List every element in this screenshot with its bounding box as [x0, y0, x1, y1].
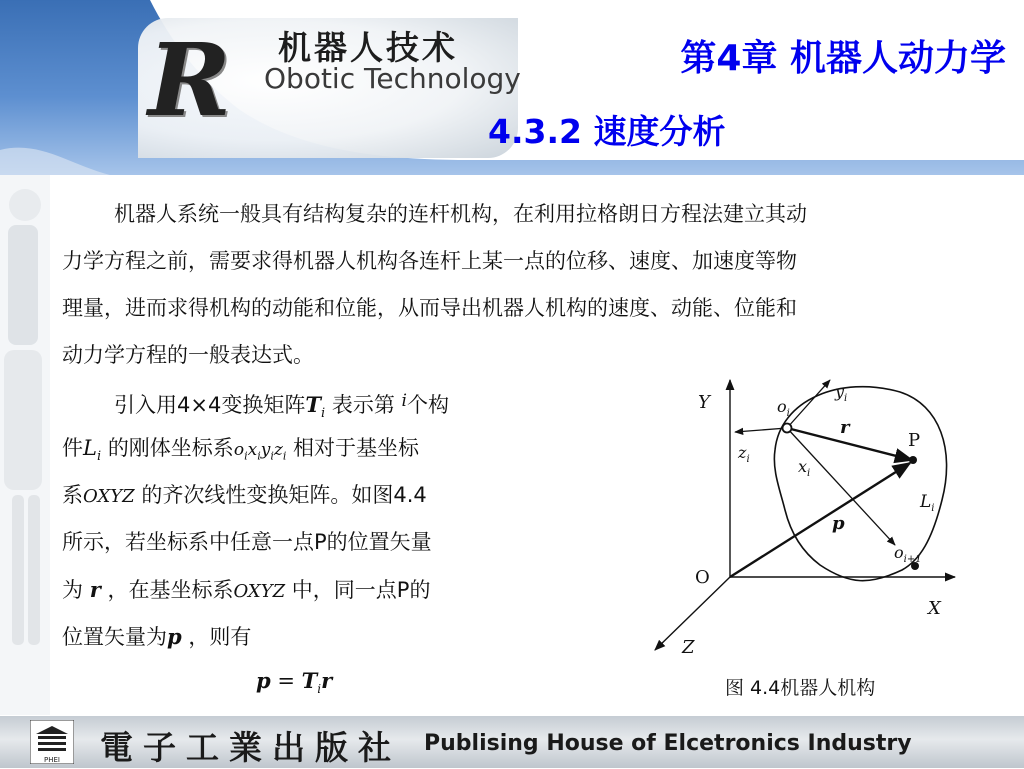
vector-r: r — [89, 577, 101, 602]
equation-rhs: r — [321, 668, 333, 693]
subscript-i: i — [244, 449, 248, 463]
text-fragment: 的齐次线性变换矩阵。如图4.4 — [141, 483, 427, 507]
label-r: r — [840, 417, 850, 438]
subscript-i: i — [257, 449, 261, 463]
label-xi — [798, 457, 810, 479]
base-frame-oxyz: OXYZ — [83, 486, 135, 507]
origin-oi-point — [783, 424, 792, 433]
equation-lhs: p — [256, 668, 271, 693]
label-zi — [737, 443, 750, 465]
slide-header — [0, 0, 1024, 175]
subscript-i: i — [270, 449, 274, 463]
label-p: p — [832, 513, 845, 534]
publisher-logo-icon — [30, 720, 74, 764]
text-fragment: 的刚体坐标系 — [107, 436, 234, 460]
label-Li-letter: L — [920, 492, 932, 512]
publisher-name-cn: 電子工業出版社 — [100, 728, 401, 767]
vector-p-arrow — [730, 463, 910, 577]
robot-mechanism-diagram — [640, 370, 960, 670]
matrix-T: T — [305, 392, 321, 417]
intro-line-3: 理量，进而求得机构的动能和位能，从而导出机器人机构的速度、动能、位能和 — [62, 296, 797, 320]
subscript-i: i — [96, 449, 102, 465]
label-oi1-sub: i+1 — [903, 554, 922, 565]
intro-paragraph — [62, 191, 974, 379]
subscript-i: i — [320, 406, 326, 422]
text-fragment: 件 — [62, 436, 83, 460]
equation-equals: = — [270, 669, 302, 693]
transform-equation — [256, 668, 332, 696]
yi-axis — [787, 380, 830, 428]
transform-line-1 — [62, 378, 532, 425]
text-fragment: ，在基坐标系 — [107, 578, 234, 602]
label-xi-letter: x — [798, 457, 808, 476]
label-oi-letter: o — [777, 397, 787, 416]
link-body-outline — [774, 387, 946, 581]
label-oi — [777, 397, 790, 419]
equation-subscript: i — [317, 682, 322, 697]
frame-oixiyizi — [233, 440, 287, 463]
transform-line-3 — [62, 472, 532, 519]
logo-title-cn: 机器人技术 — [278, 28, 458, 67]
label-oi-sub: i — [786, 408, 790, 419]
chapter-title: 第4章 机器人动力学 — [680, 38, 1006, 79]
label-oi1-letter: o — [894, 543, 904, 562]
transform-line-5 — [62, 566, 532, 613]
logo-title-en: Obotic Technology — [264, 62, 521, 95]
label-yi — [834, 382, 847, 404]
intro-line-1: 机器人系统一般具有结构复杂的连杆机构，在利用拉格朗日方程法建立其动 — [114, 202, 807, 226]
intro-line-4: 动力学方程的一般表达式。 — [62, 343, 314, 367]
label-P: P — [908, 430, 921, 451]
var-o: o — [233, 440, 245, 460]
publisher-name-en: Publising House of Elcetronics Industry — [424, 731, 912, 756]
equation-matrix: T — [301, 668, 318, 693]
label-zi-letter: z — [738, 443, 747, 462]
vector-r-arrow — [787, 428, 912, 460]
subscript-i: i — [282, 449, 287, 463]
text-fragment: 相对于基坐标 — [293, 436, 420, 460]
text-fragment: 中，同一点P的 — [291, 578, 431, 602]
label-Z: Z — [682, 637, 695, 658]
section-title: 4.3.2 速度分析 — [488, 112, 726, 151]
figure-caption: 图 4.4机器人机构 — [725, 677, 876, 699]
text-fragment: 为 — [62, 578, 83, 602]
label-yi-sub: i — [844, 393, 848, 404]
label-yi-letter: y — [835, 382, 845, 401]
var-z: z — [273, 440, 283, 460]
label-X: X — [928, 598, 941, 619]
var-y: y — [260, 440, 271, 460]
publisher-logo-text: PHEI — [44, 756, 60, 764]
text-fragment: 系 — [62, 483, 83, 507]
transform-paragraph — [62, 378, 532, 660]
text-fragment: 位置矢量为 — [62, 625, 167, 649]
transform-line-6 — [62, 613, 532, 660]
label-xi-sub: i — [807, 468, 811, 479]
logo-letter: R — [148, 21, 232, 139]
label-O: O — [695, 567, 710, 588]
label-Li-sub: i — [931, 503, 935, 514]
index-i: i — [401, 391, 407, 411]
label-oi1 — [894, 543, 922, 565]
text-fragment: 个构 — [406, 393, 449, 417]
transform-line-4: 所示，若坐标系中任意一点P的位置矢量 — [62, 530, 432, 554]
vector-p: p — [167, 624, 182, 649]
base-frame-oxyz: OXYZ — [233, 581, 286, 602]
transform-line-2 — [62, 425, 532, 472]
text-fragment: ，则有 — [188, 625, 252, 649]
link-L: L — [83, 436, 97, 460]
var-x: x — [247, 440, 258, 460]
text-fragment: 引入用4×4变换矩阵 — [114, 393, 306, 417]
robot-illustration — [0, 175, 50, 715]
label-zi-sub: i — [746, 454, 750, 465]
point-P — [909, 456, 917, 464]
label-Li — [919, 492, 935, 514]
intro-line-2: 力学方程之前，需要求得机器人机构各连杆上某一点的位移、速度、加速度等物 — [62, 249, 797, 273]
label-Y: Y — [698, 392, 710, 413]
text-fragment: 表示第 — [331, 393, 395, 417]
